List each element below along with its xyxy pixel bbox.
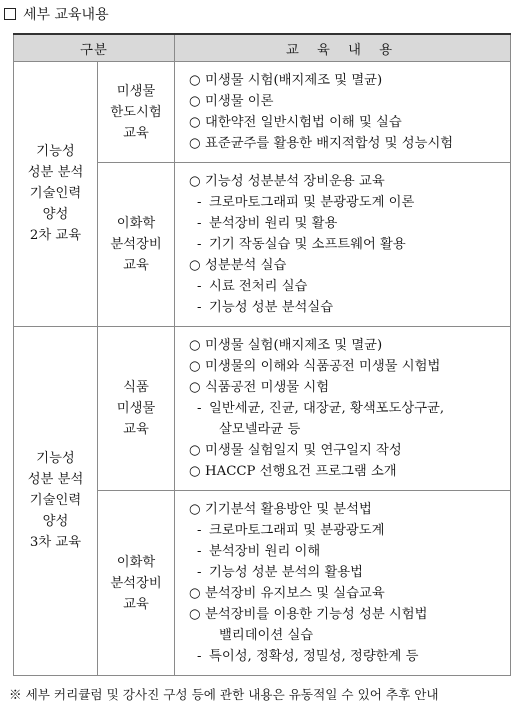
content-list bbox=[189, 70, 506, 154]
list-item-text: 기기 작동실습 및 소프트웨어 활용 bbox=[209, 237, 406, 252]
list-item-text: 미생물의 이해와 식품공전 미생물 시험법 bbox=[205, 359, 441, 374]
list-item-text: 분석장비 원리 이해 bbox=[209, 544, 321, 559]
content-cell bbox=[175, 62, 511, 163]
list-item bbox=[189, 625, 506, 646]
dash-bullet: - bbox=[197, 544, 202, 559]
section-heading bbox=[4, 4, 109, 24]
circle-bullet-icon: ○ bbox=[189, 258, 201, 273]
subcourse-name-line: 이화학 bbox=[116, 216, 156, 231]
course-name-cell bbox=[14, 62, 98, 327]
subcourse-name-line: 식품 bbox=[123, 380, 149, 395]
dash-bullet: - bbox=[197, 279, 202, 294]
footnote: ※ 세부 커리큘럼 및 강사진 구성 등에 관한 내용은 유동적일 수 있어 추후 안내 bbox=[9, 687, 439, 702]
list-item-text: 대한약전 일반시험법 이해 및 실습 bbox=[205, 115, 402, 130]
subcourse-name-line: 교육 bbox=[123, 596, 149, 612]
list-item bbox=[189, 646, 506, 667]
course-name-line: 성분 분석 bbox=[27, 165, 84, 180]
list-item-text: 미생물 이론 bbox=[205, 94, 274, 109]
content-list bbox=[189, 171, 506, 318]
circle-bullet-icon: ○ bbox=[189, 359, 201, 374]
list-item bbox=[189, 297, 506, 318]
list-item bbox=[189, 377, 506, 398]
list-item-text: 식품공전 미생물 시험 bbox=[205, 380, 330, 395]
header-content: 교 육 내 용 bbox=[175, 34, 511, 62]
list-item bbox=[189, 213, 506, 234]
dash-bullet: - bbox=[197, 195, 202, 210]
subcourse-name-line: 교육 bbox=[123, 258, 149, 273]
list-item-text: 분석장비 유지보스 및 실습교육 bbox=[205, 586, 385, 601]
course-name-line: 양성 bbox=[42, 207, 69, 222]
course-name-line: 기술인력 bbox=[29, 186, 82, 201]
list-item bbox=[189, 133, 506, 154]
circle-bullet-icon: ○ bbox=[189, 174, 201, 189]
subcourse-name-cell bbox=[98, 62, 175, 163]
circle-bullet-icon: ○ bbox=[189, 607, 201, 622]
table-row bbox=[14, 62, 511, 163]
list-item bbox=[189, 440, 506, 461]
list-item-text: 미생물 실험일지 및 연구일지 작성 bbox=[205, 443, 402, 458]
list-item-text: HACCP 선행요건 프로그램 소개 bbox=[205, 464, 397, 479]
list-item-text: 일반세균, 진균, 대장균, 황색포도상구균, bbox=[209, 401, 445, 416]
dash-bullet: - bbox=[197, 565, 202, 580]
circle-bullet-icon: ○ bbox=[189, 586, 201, 601]
course-name-line: 기능성 bbox=[36, 451, 75, 466]
list-item bbox=[189, 234, 506, 255]
list-item bbox=[189, 276, 506, 297]
circle-bullet-icon: ○ bbox=[189, 443, 201, 458]
course-name-line: 양성 bbox=[42, 514, 69, 529]
circle-bullet-icon: ○ bbox=[189, 502, 201, 517]
subcourse-name-line: 한도시험 bbox=[110, 104, 162, 120]
circle-bullet-icon: ○ bbox=[189, 115, 201, 130]
list-item-text: 특이성, 정확성, 정밀성, 정량한계 등 bbox=[209, 649, 419, 664]
subcourse-name-line: 분석장비 bbox=[110, 575, 162, 591]
subcourse-name-line: 미생물 bbox=[116, 401, 156, 416]
course-name-line: 3차 교육 bbox=[29, 535, 82, 550]
list-item-text: 기기분석 활용방안 및 분석법 bbox=[205, 502, 372, 517]
list-item-text: 기능성 성분분석 장비운용 교육 bbox=[205, 174, 385, 189]
course-name-cell bbox=[14, 327, 98, 676]
subcourse-name-cell bbox=[98, 163, 175, 327]
subcourse-name-cell bbox=[98, 327, 175, 491]
list-item bbox=[189, 520, 506, 541]
list-item bbox=[189, 112, 506, 133]
course-name-line: 2차 교육 bbox=[29, 228, 82, 243]
list-item-text: 크로마토그래피 및 분광광도계 이론 bbox=[209, 195, 415, 210]
list-item bbox=[189, 419, 506, 440]
subcourse-name-line: 교육 bbox=[123, 422, 149, 437]
course-name-line: 기술인력 bbox=[29, 493, 82, 508]
list-item-text: 분석장비를 이용한 기능성 성분 시험법 bbox=[205, 607, 428, 622]
subcourse-name-cell bbox=[98, 491, 175, 676]
list-item-text: 밸리데이션 실습 bbox=[219, 628, 314, 643]
course-name-line: 기능성 bbox=[36, 144, 75, 159]
circle-bullet-icon: ○ bbox=[189, 380, 201, 395]
subcourse-name-line: 분석장비 bbox=[110, 237, 162, 252]
table-header-row bbox=[14, 34, 511, 62]
list-item bbox=[189, 562, 506, 583]
list-item-text: 기능성 성분 분석의 활용법 bbox=[209, 565, 363, 580]
section-title: 세부 교육내용 bbox=[23, 7, 109, 23]
content-cell bbox=[175, 327, 511, 491]
list-item bbox=[189, 255, 506, 276]
circle-bullet-icon: ○ bbox=[189, 464, 201, 479]
dash-bullet: - bbox=[197, 523, 202, 538]
list-item bbox=[189, 192, 506, 213]
subcourse-name-line: 교육 bbox=[123, 125, 149, 141]
header-category: 구분 bbox=[14, 34, 175, 62]
list-item bbox=[189, 604, 506, 625]
dash-bullet: - bbox=[197, 300, 202, 315]
list-item-text: 미생물 시험(배지제조 및 멸균) bbox=[205, 73, 383, 88]
list-item bbox=[189, 499, 506, 520]
circle-bullet-icon: ○ bbox=[189, 73, 201, 88]
list-item-text: 크로마토그래피 및 분광광도계 bbox=[209, 523, 385, 538]
content-list bbox=[189, 335, 506, 482]
list-item-text: 살모넬라균 등 bbox=[219, 422, 301, 437]
checkbox-icon bbox=[4, 8, 16, 20]
list-item bbox=[189, 461, 506, 482]
content-list bbox=[189, 499, 506, 667]
subcourse-name-line: 이화학 bbox=[116, 554, 156, 570]
dash-bullet: - bbox=[197, 649, 202, 664]
subcourse-name-line: 미생물 bbox=[116, 83, 156, 99]
dash-bullet: - bbox=[197, 401, 202, 416]
list-item-text: 미생물 실험(배지제조 및 멸균) bbox=[205, 338, 383, 353]
list-item-text: 성분분석 실습 bbox=[205, 258, 287, 273]
list-item bbox=[189, 70, 506, 91]
curriculum-table bbox=[13, 33, 511, 676]
list-item bbox=[189, 398, 506, 419]
course-name-line: 성분 분석 bbox=[27, 472, 84, 487]
list-item bbox=[189, 541, 506, 562]
list-item bbox=[189, 91, 506, 112]
list-item-text: 시료 전처리 실습 bbox=[209, 279, 308, 294]
list-item-text: 기능성 성분 분석실습 bbox=[209, 300, 334, 315]
list-item-text: 표준균주를 활용한 배지적합성 및 성능시험 bbox=[205, 136, 454, 151]
list-item bbox=[189, 583, 506, 604]
table-row bbox=[14, 327, 511, 491]
table-body bbox=[14, 62, 511, 676]
list-item-text: 분석장비 원리 및 활용 bbox=[209, 216, 338, 231]
list-item bbox=[189, 356, 506, 377]
dash-bullet: - bbox=[197, 216, 202, 231]
content-cell bbox=[175, 163, 511, 327]
circle-bullet-icon: ○ bbox=[189, 136, 201, 151]
content-cell bbox=[175, 491, 511, 676]
dash-bullet: - bbox=[197, 237, 202, 252]
circle-bullet-icon: ○ bbox=[189, 94, 201, 109]
circle-bullet-icon: ○ bbox=[189, 338, 201, 353]
list-item bbox=[189, 171, 506, 192]
list-item bbox=[189, 335, 506, 356]
